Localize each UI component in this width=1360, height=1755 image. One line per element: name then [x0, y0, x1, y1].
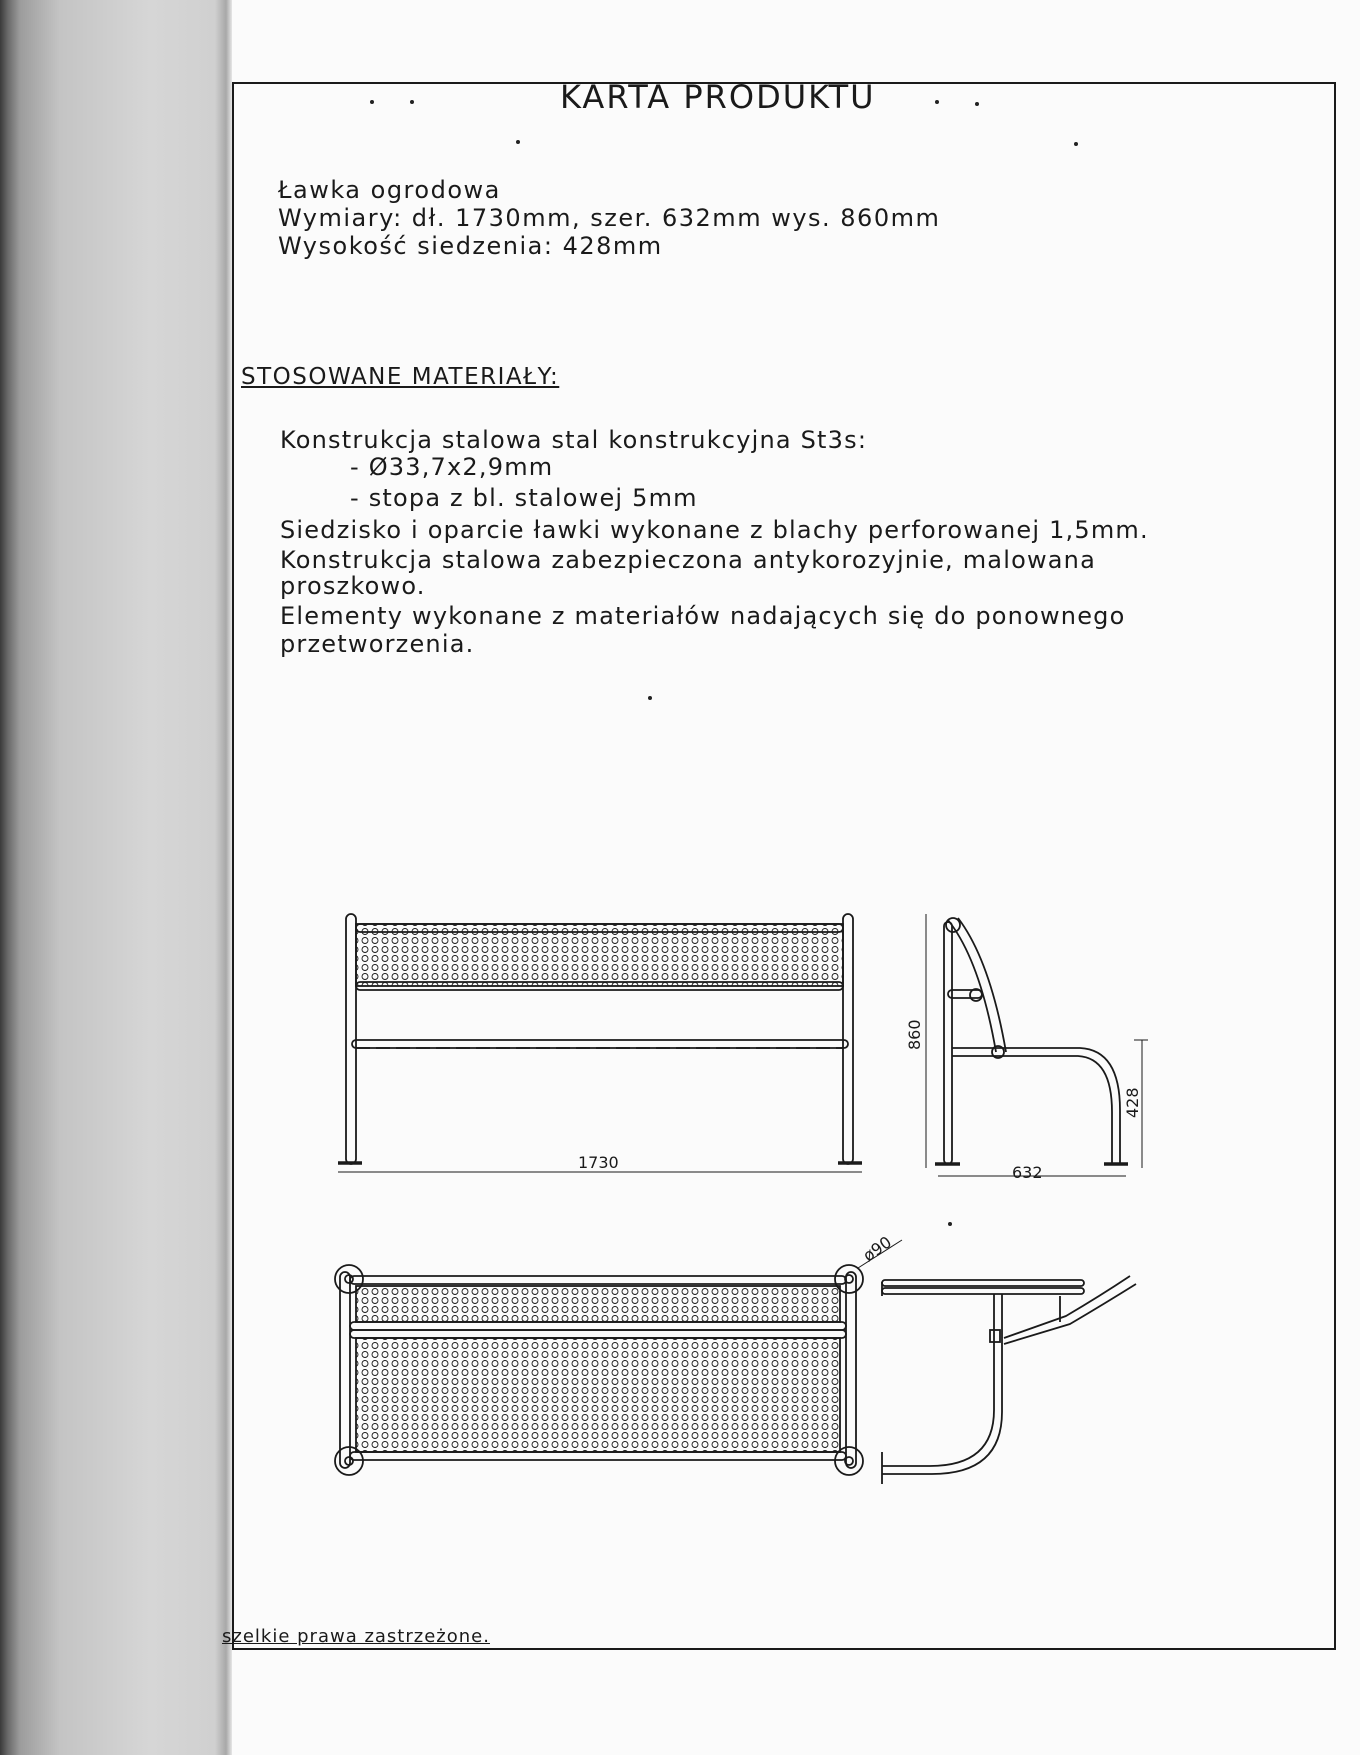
materials-line: przetworzenia. — [280, 630, 475, 658]
front-view-drawing — [338, 914, 862, 1172]
scan-speck — [935, 100, 939, 104]
scan-speck — [975, 102, 979, 106]
materials-line: Elementy wykonane z materiałów nadających się do ponownego — [280, 602, 1126, 630]
scan-speck — [370, 100, 374, 104]
materials-line: proszkowo. — [280, 572, 426, 600]
product-dimensions: Wymiary: dł. 1730mm, szer. 632mm wys. 860mm — [278, 204, 941, 232]
seat-height-dimension-label: 428 — [1123, 1087, 1142, 1118]
width-dimension-label: 632 — [1012, 1163, 1043, 1182]
materials-line: Siedzisko i oparcie ławki wykonane z blachy perforowanej 1,5mm. — [280, 516, 1149, 544]
page-title: KARTA PRODUKTU — [560, 78, 876, 116]
materials-line: Konstrukcja stalowa zabezpieczona antykorozyjnie, malowana — [280, 546, 1097, 574]
materials-line: Konstrukcja stalowa stal konstrukcyjna St3s: — [280, 426, 868, 454]
product-name: Ławka ogrodowa — [278, 176, 501, 204]
height-dimension-label: 860 — [905, 1019, 924, 1050]
top-view-drawing — [335, 1240, 902, 1475]
scan-speck — [410, 100, 414, 104]
length-dimension-label: 1730 — [578, 1153, 619, 1172]
scan-speck — [516, 140, 520, 144]
foot-diameter-label: ø90 — [859, 1232, 895, 1266]
side-top-view-drawing — [882, 1276, 1136, 1484]
copyright-footer: szelkie prawa zastrzeżone. — [222, 1626, 490, 1647]
materials-line: - Ø33,7x2,9mm — [350, 453, 554, 481]
product-seat-height: Wysokość siedzenia: 428mm — [278, 232, 663, 260]
scan-speck — [1074, 142, 1078, 146]
side-view-drawing — [926, 914, 1148, 1176]
scan-speck — [948, 1222, 952, 1226]
materials-line: - stopa z bl. stalowej 5mm — [350, 484, 698, 512]
scan-speck — [648, 696, 652, 700]
materials-heading: STOSOWANE MATERIAŁY: — [241, 364, 560, 390]
